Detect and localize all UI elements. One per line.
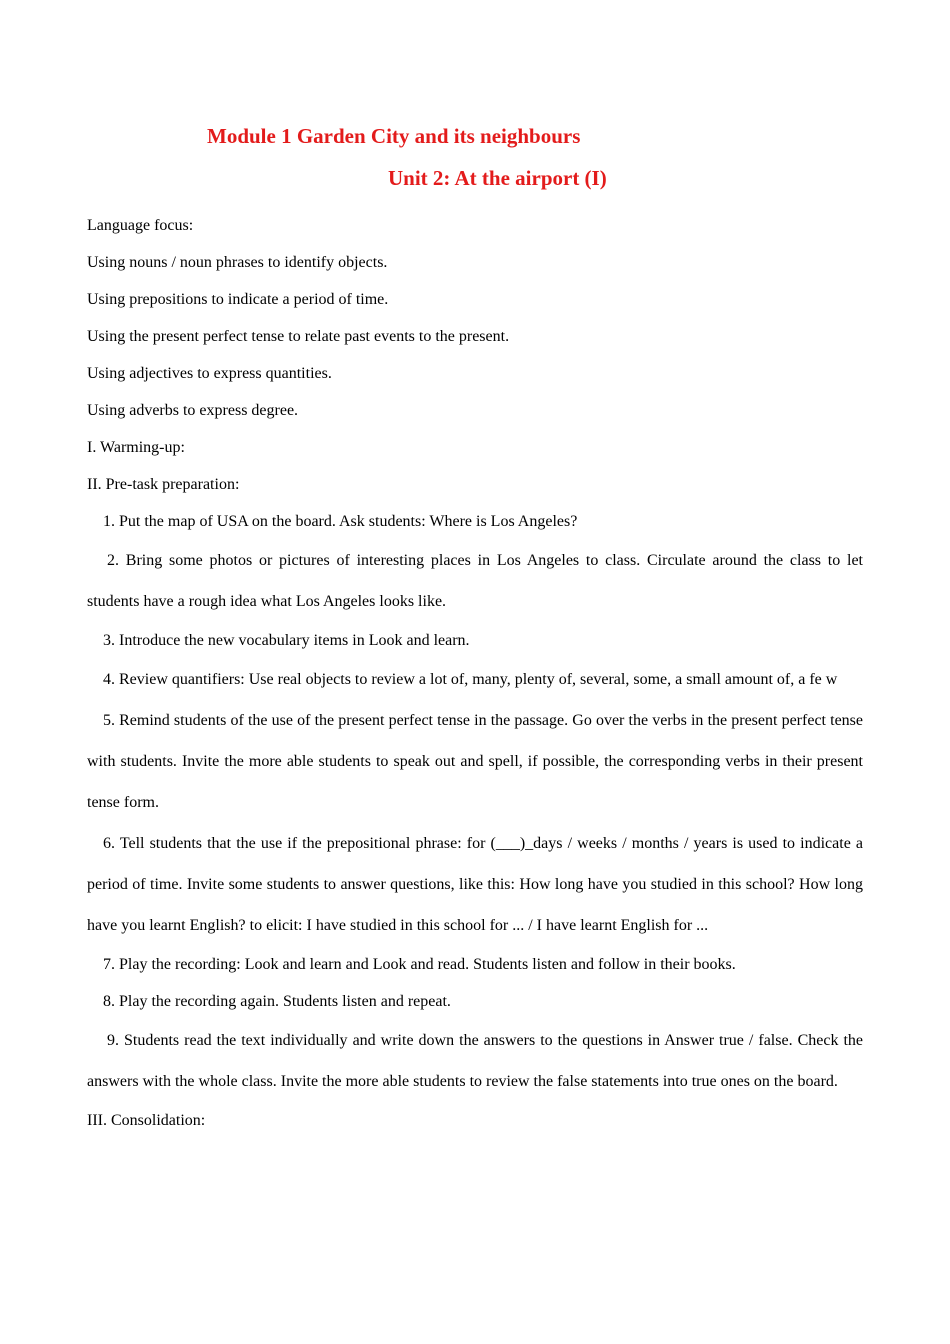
step-7: 7. Play the recording: Look and learn and Look and read. Students listen and follow in their books. xyxy=(103,956,736,973)
unit-title: Unit 2: At the airport (I) xyxy=(388,166,607,190)
focus-item: Using adverbs to express degree. xyxy=(87,402,299,419)
document-body xyxy=(87,207,863,1139)
step-5: 5. Remind students of the use of the present perfect tense in the passage. Go over the verbs in the present perfect tense with students. Invite the more able students to speak out and spell, if possible, the corresponding verbs in their present tense form. xyxy=(87,712,863,811)
focus-item: Using nouns / noun phrases to identify objects. xyxy=(87,254,388,271)
step-1: 1. Put the map of USA on the board. Ask students: Where is Los Angeles? xyxy=(103,513,578,530)
step-9: 9. Students read the text individually and write down the answers to the questions in Answer true / false. Check the answers with the whole class. Invite the more able students to review the false statements into true ones on the board. xyxy=(87,1032,863,1090)
step-6: 6. Tell students that the use if the prepositional phrase: for (___)_days / weeks / months / years is used to indicate a period of time. Invite some students to answer questions, like this: How long have you studied in this school? How long have you learnt English? to elicit: I have studied in this school for ... / I have learnt English for ... xyxy=(87,835,863,934)
pre-task-heading: II. Pre-task preparation: xyxy=(87,476,240,493)
focus-item: Using adjectives to express quantities. xyxy=(87,365,332,382)
step-8: 8. Play the recording again. Students listen and repeat. xyxy=(103,993,451,1010)
warming-up-heading: I. Warming-up: xyxy=(87,439,185,456)
step-2: 2. Bring some photos or pictures of interesting places in Los Angeles to class. Circulate around the class to let students have a rough idea what Los Angeles looks like. xyxy=(87,552,863,610)
step-4: 4. Review quantifiers: Use real objects to review a lot of, many, plenty of, several, some, a small amount of, a fe w xyxy=(103,671,838,688)
focus-item: Using the present perfect tense to relate past events to the present. xyxy=(87,328,510,345)
focus-item: Using prepositions to indicate a period of time. xyxy=(87,291,389,308)
step-3: 3. Introduce the new vocabulary items in Look and learn. xyxy=(103,632,470,649)
consolidation-heading: III. Consolidation: xyxy=(87,1112,206,1129)
module-title: Module 1 Garden City and its neighbours xyxy=(207,124,581,148)
language-focus-heading: Language focus: xyxy=(87,217,194,234)
